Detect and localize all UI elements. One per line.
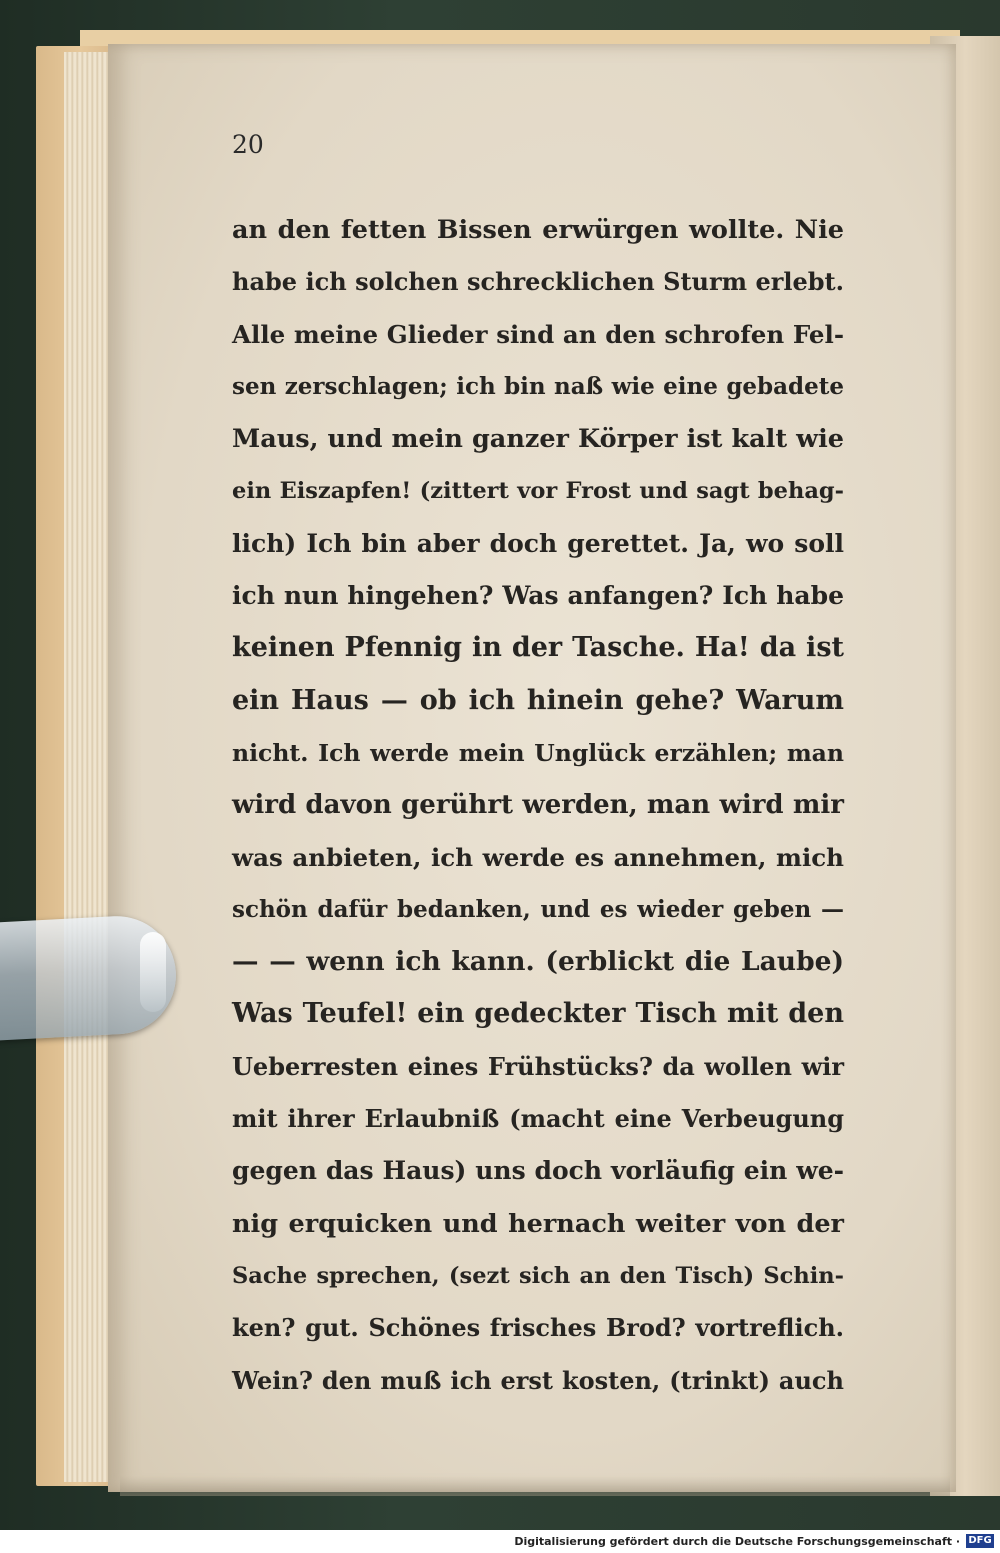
glass-highlight bbox=[140, 932, 166, 1012]
text-line: ken? gut. Schönes frisches Brod? vortreflich. bbox=[232, 1313, 844, 1343]
text-line: Wein? den muß ich erst kosten, (trinkt) auch bbox=[232, 1365, 844, 1395]
page-number: 20 bbox=[232, 130, 264, 159]
text-line: Alle meine Glieder sind an den schrofen Fel- bbox=[232, 319, 844, 349]
text-line: ein Haus — ob ich hinein gehe? Warum bbox=[232, 684, 844, 716]
text-line: schön dafür bedanken, und es wieder geben — bbox=[232, 895, 844, 923]
text-line: Sache sprechen, (sezt sich an den Tisch) Schin- bbox=[232, 1262, 844, 1289]
dfg-logo: DFG bbox=[966, 1534, 994, 1548]
page-bottom-edge bbox=[120, 1476, 950, 1496]
text-line: Maus, und mein ganzer Körper ist kalt wie bbox=[232, 424, 844, 455]
text-line: lich) Ich bin aber doch gerettet. Ja, wo soll bbox=[232, 528, 844, 558]
text-line: wird davon gerührt werden, man wird mir bbox=[232, 790, 844, 821]
page-text bbox=[232, 204, 844, 1407]
text-line: nig erquicken und hernach weiter von der bbox=[232, 1208, 844, 1239]
text-line: an den fetten Bissen erwürgen wollte. Nie bbox=[232, 215, 844, 245]
text-line: keinen Pfennig in der Tasche. Ha! da ist bbox=[232, 632, 844, 664]
text-line: ich nun hingehen? Was anfangen? Ich habe bbox=[232, 581, 844, 611]
text-line: sen zerschlagen; ich bin naß wie eine gebadete bbox=[232, 372, 844, 400]
text-line: nicht. Ich werde mein Unglück erzählen; man bbox=[232, 738, 844, 767]
text-line: habe ich solchen schrecklichen Sturm erlebt. bbox=[232, 267, 844, 297]
text-line: ein Eiszapfen! (zittert vor Frost und sagt behag- bbox=[232, 478, 844, 505]
text-line: was anbieten, ich werde es annehmen, mich bbox=[232, 842, 844, 872]
text-line: gegen das Haus) uns doch vorläufig ein we- bbox=[232, 1156, 844, 1186]
text-line: mit ihrer Erlaubniß (macht eine Verbeugung bbox=[232, 1104, 844, 1134]
text-line: Was Teufel! ein gedeckter Tisch mit den bbox=[232, 998, 844, 1030]
text-line: Ueberresten eines Frühstücks? da wollen wir bbox=[232, 1051, 844, 1081]
footer-credit: Digitalisierung gefördert durch die Deutsche Forschungsgemeinschaft · bbox=[514, 1535, 960, 1548]
text-line: — — wenn ich kann. (erblickt die Laube) bbox=[232, 946, 844, 978]
